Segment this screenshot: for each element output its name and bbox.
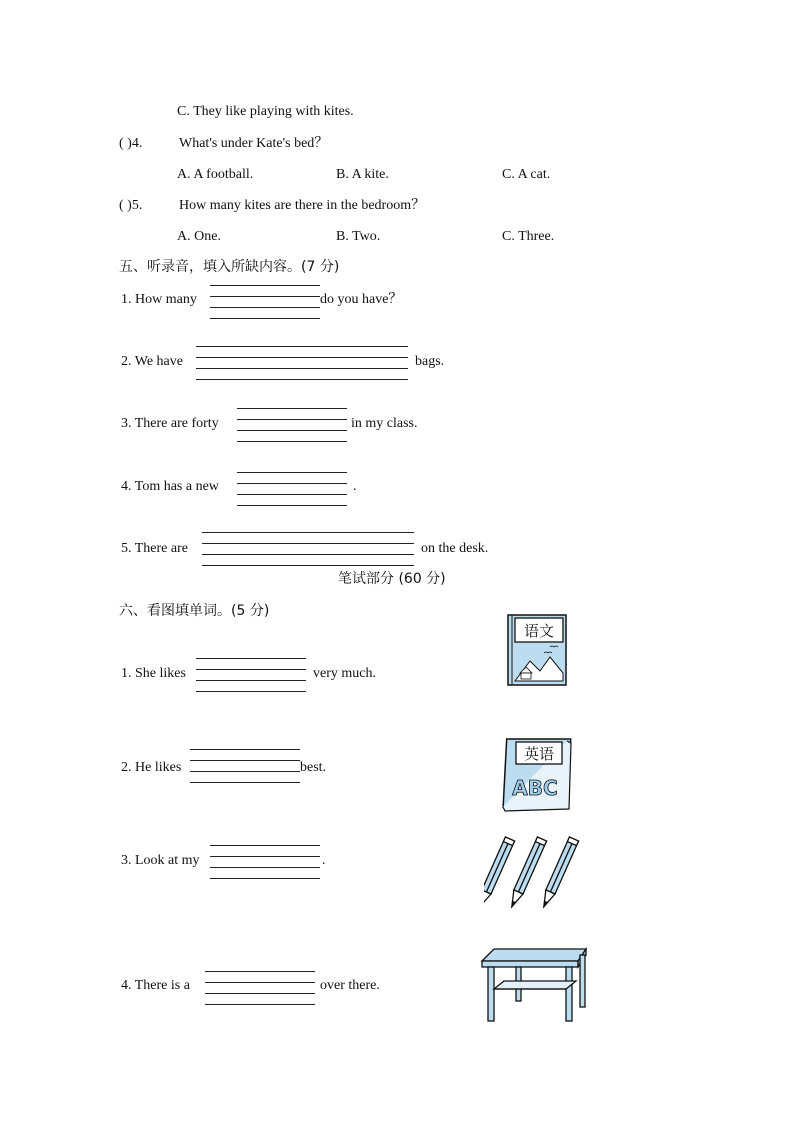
s5-item3-after: in my class.: [351, 416, 418, 431]
s5-item4-after: .: [353, 479, 357, 494]
s6-item2-before: 2. He likes: [121, 760, 182, 775]
q5-option-a: A. One.: [177, 229, 221, 244]
s6-item1-before: 1. She likes: [121, 666, 186, 681]
s5-item2-after: bags.: [415, 354, 445, 369]
s6-item3-writing-lines[interactable]: [210, 845, 320, 879]
s5-item4-before: 4. Tom has a new: [121, 479, 219, 494]
s5-item5-after: on the desk.: [421, 541, 489, 556]
q3-option-c: C. They like playing with kites.: [177, 104, 354, 119]
s6-item2-after: best.: [300, 760, 327, 775]
pencils-picture: [484, 835, 590, 917]
s5-item5-before: 5. There are: [121, 541, 188, 556]
s5-item5-writing-lines[interactable]: [202, 532, 414, 566]
q5-option-c: C. Three.: [502, 229, 555, 244]
s5-item1-after: do you have？: [320, 292, 403, 307]
s6-item3-before: 3. Look at my: [121, 853, 200, 868]
section5-title: 五、听录音，填入所缺内容。(7 分): [119, 259, 340, 275]
s6-item1-after: very much.: [313, 666, 376, 681]
s6-item1-writing-lines[interactable]: [196, 658, 306, 692]
q5-question: How many kites are there in the bedroom？: [179, 198, 426, 213]
s5-item1-writing-lines[interactable]: [210, 285, 320, 319]
q4-answer-paren: ( )4.: [119, 136, 143, 151]
s5-item4-writing-lines[interactable]: [237, 472, 347, 506]
q4-option-b: B. A kite.: [336, 167, 389, 182]
s5-item1-before: 1. How many: [121, 292, 197, 307]
s6-item2-writing-lines[interactable]: [190, 749, 300, 783]
english-book-picture: [497, 733, 575, 813]
q4-option-a: A. A football.: [177, 167, 254, 182]
q5-option-b: B. Two.: [336, 229, 381, 244]
s5-item2-before: 2. We have: [121, 354, 183, 369]
q4-option-c: C. A cat.: [502, 167, 551, 182]
desk-picture: [480, 947, 590, 1025]
s6-item4-after: over there.: [320, 978, 380, 993]
chinese-book-title: 语文: [523, 622, 555, 640]
s6-item4-before: 4. There is a: [121, 978, 190, 993]
s6-item4-writing-lines[interactable]: [205, 971, 315, 1005]
s5-item3-writing-lines[interactable]: [237, 408, 347, 442]
english-book-letters: ABC: [512, 776, 558, 800]
written-part-title: 笔试部分 (60 分): [338, 571, 446, 587]
chinese-book-picture: [506, 613, 568, 687]
s5-item2-writing-lines[interactable]: [196, 346, 408, 380]
english-book-title: 英语: [523, 745, 555, 763]
section6-title: 六、看图填单词。(5 分): [119, 603, 270, 619]
s5-item3-before: 3. There are forty: [121, 416, 219, 431]
q4-question: What's under Kate's bed？: [179, 136, 329, 151]
q5-answer-paren: ( )5.: [119, 198, 143, 213]
s6-item3-after: .: [322, 853, 326, 868]
